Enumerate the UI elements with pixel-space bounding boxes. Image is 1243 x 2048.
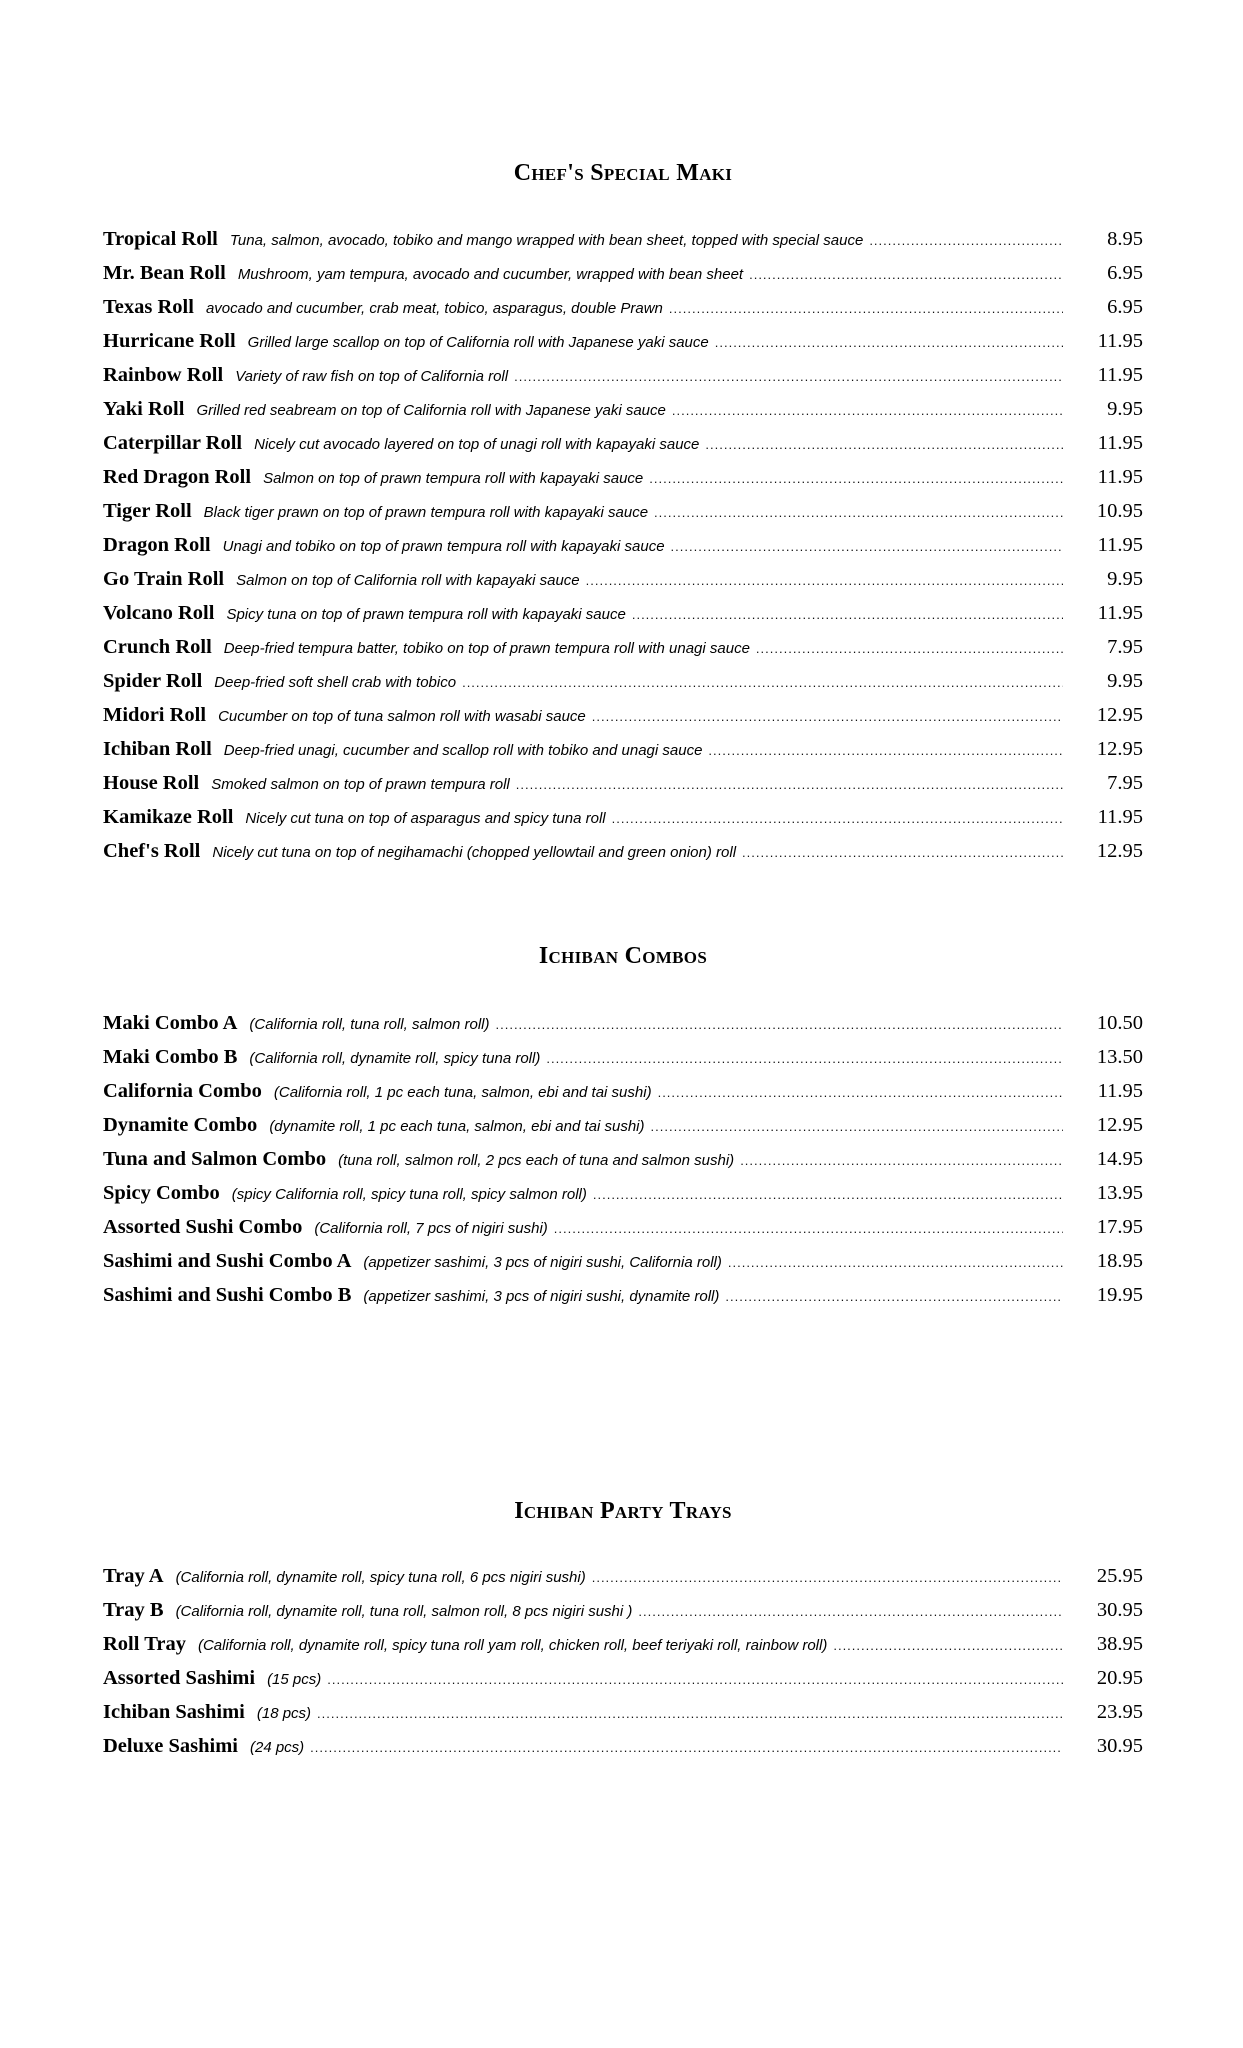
menu-item xyxy=(103,704,1143,738)
menu-item xyxy=(103,1080,1143,1114)
menu-item-price: 11.95 xyxy=(1097,1080,1143,1102)
menu-item-name: Maki Combo B xyxy=(103,1046,238,1068)
menu-item-price: 11.95 xyxy=(1097,806,1143,828)
dot-leader xyxy=(728,1255,1063,1270)
menu-item-description: Deep-fried tempura batter, tobiko on top of prawn tempura roll with unagi sauce xyxy=(223,640,750,657)
menu-item-name: Mr. Bean Roll xyxy=(103,262,226,284)
menu-item-description: (California roll, 7 pcs of nigiri sushi) xyxy=(314,1220,548,1237)
section-list-ichiban-party-trays xyxy=(103,1565,1143,1769)
menu-item-description: (California roll, dynamite roll, spicy tuna roll, 6 pcs nigiri sushi) xyxy=(175,1569,586,1586)
dot-leader xyxy=(462,675,1063,690)
menu-item xyxy=(103,1735,1143,1769)
menu-item xyxy=(103,1182,1143,1216)
dot-leader xyxy=(708,743,1063,758)
menu-item-name: Caterpillar Roll xyxy=(103,432,243,454)
menu-item-price: 7.95 xyxy=(1107,636,1143,658)
menu-item-description: (24 pcs) xyxy=(249,1739,305,1756)
menu-item-name: Chef's Roll xyxy=(103,840,201,862)
menu-item xyxy=(103,1284,1143,1318)
menu-item-description: Nicely cut avocado layered on top of unagi roll with kapayaki sauce xyxy=(254,436,700,453)
menu-item-description: Mushroom, yam tempura, avocado and cucumber, wrapped with bean sheet xyxy=(237,266,744,283)
dot-leader xyxy=(651,1119,1063,1134)
menu-item-name: Spicy Combo xyxy=(103,1182,220,1204)
menu-item-description: Unagi and tobiko on top of prawn tempura roll with kapayaki sauce xyxy=(222,538,665,555)
menu-item-price: 11.95 xyxy=(1097,534,1143,556)
dot-leader xyxy=(725,1289,1063,1304)
menu-item-description: Variety of raw fish on top of California roll xyxy=(235,368,509,385)
dot-leader xyxy=(612,811,1063,826)
menu-item-name: Texas Roll xyxy=(103,296,194,318)
menu-item-price: 30.95 xyxy=(1096,1599,1143,1621)
dot-leader xyxy=(672,403,1063,418)
section-list-ichiban-combos xyxy=(103,1012,1143,1318)
dot-leader xyxy=(546,1051,1063,1066)
menu-item xyxy=(103,738,1143,772)
dot-leader xyxy=(514,369,1063,384)
menu-item-name: Roll Tray xyxy=(103,1633,186,1655)
menu-item-description: (18 pcs) xyxy=(256,1705,312,1722)
menu-item-description: Deep-fried unagi, cucumber and scallop roll with tobiko and unagi sauce xyxy=(223,742,703,759)
dot-leader xyxy=(516,777,1063,792)
menu-item xyxy=(103,1701,1143,1735)
dot-leader xyxy=(705,437,1063,452)
menu-item-price: 14.95 xyxy=(1096,1148,1143,1170)
menu-item xyxy=(103,364,1143,398)
menu-item-name: Midori Roll xyxy=(103,704,207,726)
menu-item xyxy=(103,772,1143,806)
dot-leader xyxy=(749,267,1063,282)
section-title-ichiban-party-trays: Ichiban Party Trays xyxy=(514,1498,732,1524)
menu-item-description: (California roll, dynamite roll, spicy tuna roll yam roll, chicken roll, beef teriyaki roll, rainbow roll) xyxy=(197,1637,828,1654)
dot-leader xyxy=(632,607,1063,622)
menu-item-description: (California roll, dynamite roll, spicy tuna roll) xyxy=(249,1050,541,1067)
menu-item-name: Tropical Roll xyxy=(103,228,218,250)
menu-item-name: Dragon Roll xyxy=(103,534,211,556)
menu-item-price: 10.95 xyxy=(1096,500,1143,522)
menu-item xyxy=(103,1148,1143,1182)
menu-item-description: (California roll, dynamite roll, tuna roll, salmon roll, 8 pcs nigiri sushi ) xyxy=(175,1603,633,1620)
section-title-ichiban-combos: Ichiban Combos xyxy=(538,943,708,969)
menu-item-description: Nicely cut tuna on top of asparagus and spicy tuna roll xyxy=(245,810,606,827)
menu-item-price: 9.95 xyxy=(1107,568,1143,590)
dot-leader xyxy=(310,1740,1063,1755)
dot-leader xyxy=(638,1604,1063,1619)
dot-leader xyxy=(833,1638,1063,1653)
dot-leader xyxy=(317,1706,1063,1721)
menu-item-name: Rainbow Roll xyxy=(103,364,224,386)
menu-item xyxy=(103,1216,1143,1250)
menu-item-price: 17.95 xyxy=(1096,1216,1143,1238)
menu-item xyxy=(103,568,1143,602)
menu-item-price: 20.95 xyxy=(1096,1667,1143,1689)
menu-item-description: (tuna roll, salmon roll, 2 pcs each of tuna and salmon sushi) xyxy=(338,1152,735,1169)
dot-leader xyxy=(654,505,1063,520)
dot-leader xyxy=(593,1187,1063,1202)
menu-item-description: Smoked salmon on top of prawn tempura roll xyxy=(211,776,510,793)
menu-item-price: 38.95 xyxy=(1096,1633,1143,1655)
menu-item-name: Sashimi and Sushi Combo B xyxy=(103,1284,352,1306)
menu-item-name: Deluxe Sashimi xyxy=(103,1735,238,1757)
menu-item xyxy=(103,262,1143,296)
menu-item xyxy=(103,466,1143,500)
menu-item-price: 6.95 xyxy=(1107,296,1143,318)
menu-item-price: 12.95 xyxy=(1096,1114,1143,1136)
menu-item-price: 10.50 xyxy=(1096,1012,1143,1034)
menu-item-description: (dynamite roll, 1 pc each tuna, salmon, ebi and tai sushi) xyxy=(269,1118,645,1135)
menu-item-description: Cucumber on top of tuna salmon roll with wasabi sauce xyxy=(218,708,586,725)
menu-item-name: Tuna and Salmon Combo xyxy=(103,1148,327,1170)
menu-item-name: Spider Roll xyxy=(103,670,203,692)
menu-item-price: 11.95 xyxy=(1097,330,1143,352)
menu-item xyxy=(103,296,1143,330)
section-list-chefs-special-maki xyxy=(103,228,1143,874)
menu-item-name: Ichiban Roll xyxy=(103,738,212,760)
menu-item-description: (California roll, tuna roll, salmon roll) xyxy=(249,1016,490,1033)
dot-leader xyxy=(742,845,1063,860)
menu-item xyxy=(103,602,1143,636)
menu-item-price: 6.95 xyxy=(1107,262,1143,284)
dot-leader xyxy=(658,1085,1063,1100)
section-title-chefs-special-maki: Chef's Special Maki xyxy=(513,160,733,186)
menu-item-name: Red Dragon Roll xyxy=(103,466,252,488)
dot-leader xyxy=(592,1570,1063,1585)
menu-item xyxy=(103,1046,1143,1080)
menu-item-price: 13.50 xyxy=(1096,1046,1143,1068)
menu-item-name: Volcano Roll xyxy=(103,602,215,624)
menu-item-description: (spicy California roll, spicy tuna roll, spicy salmon roll) xyxy=(231,1186,587,1203)
menu-item-description: Deep-fried soft shell crab with tobico xyxy=(214,674,457,691)
menu-item xyxy=(103,1565,1143,1599)
menu-item-description: (appetizer sashimi, 3 pcs of nigiri sushi, dynamite roll) xyxy=(363,1288,720,1305)
menu-item-name: Dynamite Combo xyxy=(103,1114,258,1136)
menu-item-name: Yaki Roll xyxy=(103,398,185,420)
dot-leader xyxy=(496,1017,1064,1032)
menu-item xyxy=(103,1012,1143,1046)
menu-item xyxy=(103,534,1143,568)
menu-item-name: Sashimi and Sushi Combo A xyxy=(103,1250,352,1272)
menu-item xyxy=(103,1667,1143,1701)
menu-item-description: (15 pcs) xyxy=(267,1671,322,1688)
menu-item xyxy=(103,398,1143,432)
menu-item-name: Tray A xyxy=(103,1565,164,1587)
menu-item xyxy=(103,1250,1143,1284)
menu-item-name: Maki Combo A xyxy=(103,1012,238,1034)
menu-item-price: 11.95 xyxy=(1097,466,1143,488)
menu-item-price: 12.95 xyxy=(1096,704,1143,726)
menu-item-description: Tuna, salmon, avocado, tobiko and mango wrapped with bean sheet, topped with special sauce xyxy=(229,232,864,249)
menu-item-name: Tray B xyxy=(103,1599,164,1621)
menu-item-name: Go Train Roll xyxy=(103,568,225,590)
menu-item-price: 19.95 xyxy=(1096,1284,1143,1306)
menu-item xyxy=(103,330,1143,364)
menu-item xyxy=(103,500,1143,534)
menu-item-description: (California roll, 1 pc each tuna, salmon, ebi and tai sushi) xyxy=(273,1084,652,1101)
menu-item-price: 9.95 xyxy=(1107,670,1143,692)
menu-item-price: 11.95 xyxy=(1097,364,1143,386)
menu-item xyxy=(103,636,1143,670)
dot-leader xyxy=(669,301,1063,316)
dot-leader xyxy=(327,1672,1063,1687)
menu-item-price: 25.95 xyxy=(1096,1565,1143,1587)
menu-item-price: 18.95 xyxy=(1096,1250,1143,1272)
menu-item xyxy=(103,1633,1143,1667)
menu-item-name: California Combo xyxy=(103,1080,262,1102)
menu-item-price: 23.95 xyxy=(1096,1701,1143,1723)
dot-leader xyxy=(649,471,1063,486)
menu-item-description: Grilled large scallop on top of California roll with Japanese yaki sauce xyxy=(247,334,709,351)
menu-item xyxy=(103,432,1143,466)
menu-item-price: 11.95 xyxy=(1097,432,1143,454)
menu-item-description: (appetizer sashimi, 3 pcs of nigiri sushi, California roll) xyxy=(363,1254,722,1271)
menu-item-price: 12.95 xyxy=(1096,840,1143,862)
menu-item xyxy=(103,806,1143,840)
dot-leader xyxy=(592,709,1063,724)
menu-item xyxy=(103,1114,1143,1148)
menu-item-price: 30.95 xyxy=(1096,1735,1143,1757)
menu-item-name: Assorted Sushi Combo xyxy=(103,1216,303,1238)
menu-item-price: 13.95 xyxy=(1096,1182,1143,1204)
dot-leader xyxy=(756,641,1063,656)
menu-item-price: 7.95 xyxy=(1107,772,1143,794)
menu-item-description: Grilled red seabream on top of California roll with Japanese yaki sauce xyxy=(196,402,666,419)
menu-item-price: 8.95 xyxy=(1107,228,1143,250)
menu-item xyxy=(103,840,1143,874)
menu-item xyxy=(103,670,1143,704)
menu-item-name: Assorted Sashimi xyxy=(103,1667,256,1689)
menu-item-description: Nicely cut tuna on top of negihamachi (chopped yellowtail and green onion) roll xyxy=(212,844,737,861)
dot-leader xyxy=(715,335,1063,350)
menu-item-description: avocado and cucumber, crab meat, tobico, asparagus, double Prawn xyxy=(205,300,663,317)
menu-item-name: Kamikaze Roll xyxy=(103,806,234,828)
menu-item-name: House Roll xyxy=(103,772,200,794)
dot-leader xyxy=(869,233,1063,248)
dot-leader xyxy=(586,573,1063,588)
menu-item-description: Salmon on top of prawn tempura roll with kapayaki sauce xyxy=(263,470,644,487)
menu-item xyxy=(103,228,1143,262)
dot-leader xyxy=(740,1153,1063,1168)
menu-item-price: 9.95 xyxy=(1107,398,1143,420)
menu-item-name: Hurricane Roll xyxy=(103,330,236,352)
dot-leader xyxy=(671,539,1063,554)
menu-item-name: Tiger Roll xyxy=(103,500,192,522)
menu-item xyxy=(103,1599,1143,1633)
menu-item-description: Black tiger prawn on top of prawn tempura roll with kapayaki sauce xyxy=(203,504,649,521)
menu-item-price: 12.95 xyxy=(1096,738,1143,760)
menu-item-name: Crunch Roll xyxy=(103,636,212,658)
dot-leader xyxy=(554,1221,1063,1236)
menu-item-name: Ichiban Sashimi xyxy=(103,1701,245,1723)
menu-item-price: 11.95 xyxy=(1097,602,1143,624)
menu-item-description: Spicy tuna on top of prawn tempura roll with kapayaki sauce xyxy=(226,606,626,623)
menu-item-description: Salmon on top of California roll with kapayaki sauce xyxy=(236,572,580,589)
